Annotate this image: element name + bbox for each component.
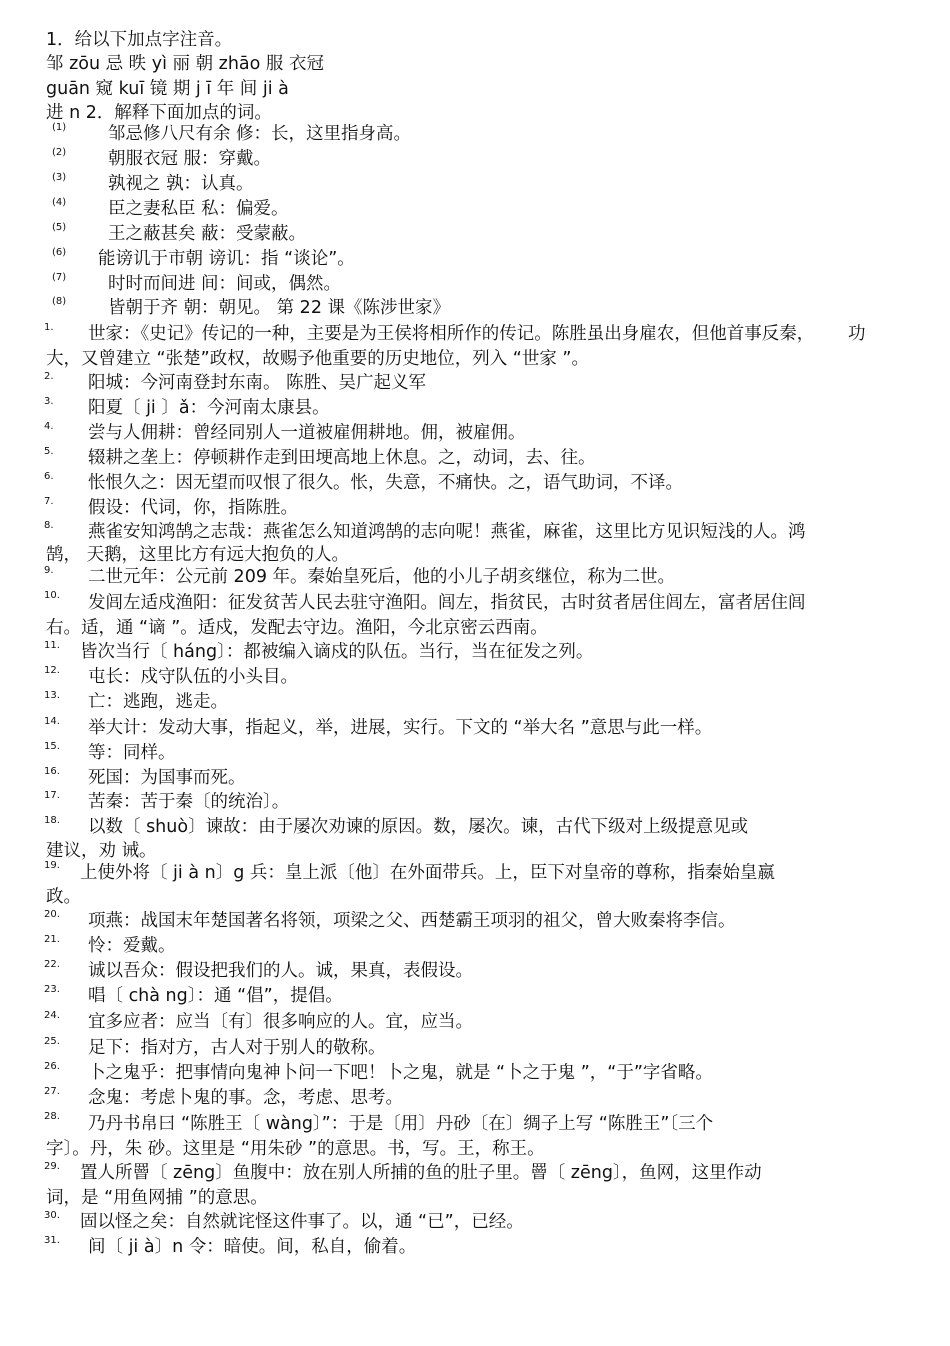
note-text: 唱〔 chà ng〕：通 “倡”，提倡。 — [88, 986, 343, 1006]
item-text: 皆朝于齐 朝：朝见。 第 22 课《陈涉世家》 — [108, 298, 451, 318]
note-number: 28. — [44, 1111, 60, 1122]
note-text-cont: 右。适，通 “谪 ”。适戍，发配去守边。渔阳，今北京密云西南。 — [46, 618, 548, 638]
note-number: 7. — [44, 496, 54, 507]
note-text: 诚以吾众：假设把我们的人。诚，果真，表假设。 — [88, 961, 473, 981]
item-number: (1) — [52, 122, 67, 133]
pinyin-line-1: 邹 zōu 忌 昳 yì 丽 朝 zhāo 服 衣冠 — [46, 54, 324, 74]
heading-pinyin-exercise: 1．给以下加点字注音。 — [46, 30, 233, 50]
note-number: 1. — [44, 322, 54, 333]
note-number: 15. — [44, 741, 60, 752]
note-text: 举大计：发动大事，指起义，举，进展，实行。下文的 “举大名 ”意思与此一样。 — [88, 718, 713, 738]
item-number: (4) — [52, 197, 67, 208]
note-text: 燕雀安知鸿鹄之志哉：燕雀怎么知道鸿鹄的志向呢！燕雀，麻雀，这里比方见识短浅的人。鸿 — [88, 522, 806, 542]
note-number: 18. — [44, 815, 60, 826]
note-text: 世家：《史记》传记的一种，主要是为王侯将相所作的传记。陈胜虽出身雇农，但他首事反秦， — [88, 324, 815, 344]
item-text: 能谤讥于市朝 谤讥：指 “谈论”。 — [98, 249, 355, 269]
note-text: 等：同样。 — [88, 743, 176, 763]
note-text: 尝与人佣耕：曾经同别人一道被雇佣耕地。佣，被雇佣。 — [88, 423, 526, 443]
item-text: 臣之妻私臣 私：偏爱。 — [108, 199, 289, 219]
note-number: 31. — [44, 1235, 60, 1246]
note-number: 6. — [44, 471, 54, 482]
note-text: 固以怪之矣：自然就诧怪这件事了。以，通 “已”，已经。 — [80, 1212, 524, 1232]
item-number: (8) — [52, 296, 67, 307]
note-text: 卜之鬼乎：把事情向鬼神卜问一下吧！卜之鬼，就是 “卜之于鬼 ”，“于”字省略。 — [88, 1063, 713, 1083]
note-text: 项燕：战国末年楚国著名将领，项梁之父、西楚霸王项羽的祖父，曾大败秦将李信。 — [88, 911, 736, 931]
note-number: 24. — [44, 1010, 60, 1021]
note-number: 27. — [44, 1086, 60, 1097]
note-text: 置人所罾〔 zēng〕鱼腹中：放在别人所捕的鱼的肚子里。罾〔 zēng〕，鱼网，这里作动 — [80, 1163, 762, 1183]
item-number: (2) — [52, 147, 67, 158]
note-text-cont: 建议，劝 诫。 — [46, 841, 157, 861]
note-text: 假设：代词，你，指陈胜。 — [88, 498, 298, 518]
item-number: (6) — [52, 247, 67, 258]
item-text: 邹忌修八尺有余 修：长，这里指身高。 — [108, 124, 412, 144]
note-text: 怜：爱戴。 — [88, 936, 176, 956]
note-number: 13. — [44, 690, 60, 701]
heading-explain-words: 进 n 2．解释下面加点的词。 — [46, 103, 272, 123]
note-number: 11. — [44, 640, 60, 651]
note-text-cont: 鹄， 天鹅，这里比方有远大抱负的人。 — [46, 545, 350, 565]
note-number: 23. — [44, 984, 60, 995]
item-number: (7) — [52, 272, 67, 283]
note-number: 4. — [44, 421, 54, 432]
note-number: 26. — [44, 1061, 60, 1072]
note-text: 上使外将〔 ji à n〕g 兵：皇上派〔他〕在外面带兵。上，臣下对皇帝的尊称，指秦始皇嬴 — [80, 863, 775, 883]
note-number: 30. — [44, 1210, 60, 1221]
note-number: 22. — [44, 959, 60, 970]
note-text: 怅恨久之：因无望而叹恨了很久。怅，失意，不痛快。之，语气助词，不译。 — [88, 473, 683, 493]
note-text: 宜多应者：应当〔有〕很多响应的人。宜，应当。 — [88, 1012, 473, 1032]
note-number: 5. — [44, 446, 54, 457]
item-text: 孰视之 孰：认真。 — [108, 174, 254, 194]
note-text: 亡：逃跑，逃走。 — [88, 692, 228, 712]
note-text: 阳夏〔 ji 〕ǎ：今河南太康县。 — [88, 398, 330, 418]
item-number: (3) — [52, 172, 67, 183]
note-number: 25. — [44, 1036, 60, 1047]
note-number: 17. — [44, 790, 60, 801]
item-number: (5) — [52, 222, 67, 233]
note-number: 8. — [44, 520, 54, 531]
note-text: 以数〔 shuò〕谏故：由于屡次劝谏的原因。数，屡次。谏，古代下级对上级提意见或 — [88, 817, 749, 837]
item-text: 王之蔽甚矣 蔽：受蒙蔽。 — [108, 224, 307, 244]
note-text: 皆次当行〔 háng〕：都被编入谪戍的队伍。当行，当在征发之列。 — [80, 642, 594, 662]
note-text-cont: 字〕。丹，朱 砂。这里是 “用朱砂 ”的意思。书，写。王，称王。 — [46, 1139, 545, 1159]
note-text: 乃丹书帛曰 “陈胜王〔 wàng〕”：于是〔用〕丹砂〔在〕绸子上写 “陈胜王”〔三个 — [88, 1114, 714, 1134]
note-text: 辍耕之垄上：停顿耕作走到田埂高地上休息。之，动词，去、往。 — [88, 448, 596, 468]
note-text-cont: 词，是 “用鱼网捕 ”的意思。 — [46, 1188, 268, 1208]
note-text: 屯长：戍守队伍的小头目。 — [88, 667, 298, 687]
pinyin-line-2: guān 窥 kuī 镜 期 j ī 年 间 ji à — [46, 79, 289, 99]
note-text-cont: 政。 — [46, 887, 81, 907]
note-number: 20. — [44, 909, 60, 920]
note-text: 死国：为国事而死。 — [88, 768, 246, 788]
note-text: 功 — [848, 324, 866, 344]
note-number: 10. — [44, 590, 60, 601]
note-text: 间〔 ji à〕n 令：暗使。间，私自，偷着。 — [88, 1237, 417, 1257]
note-text: 二世元年：公元前 209 年。秦始皇死后，他的小儿子胡亥继位，称为二世。 — [88, 567, 676, 587]
note-number: 2. — [44, 371, 54, 382]
item-text: 朝服衣冠 服：穿戴。 — [108, 149, 272, 169]
note-number: 21. — [44, 934, 60, 945]
note-number: 19. — [44, 860, 60, 871]
note-text-cont: 大，又曾建立 “张楚”政权，故赐予他重要的历史地位，列入 “世家 ”。 — [46, 349, 589, 369]
note-text: 念鬼：考虑卜鬼的事。念，考虑、思考。 — [88, 1088, 403, 1108]
note-text: 足下：指对方，古人对于别人的敬称。 — [88, 1038, 386, 1058]
note-number: 16. — [44, 766, 60, 777]
note-text: 发闾左适戍渔阳：征发贫苦人民去驻守渔阳。闾左，指贫民，古时贫者居住闾左，富者居住闾 — [88, 593, 806, 613]
note-number: 12. — [44, 665, 60, 676]
note-number: 9. — [44, 565, 54, 576]
note-number: 3. — [44, 396, 54, 407]
note-number: 14. — [44, 716, 60, 727]
note-text: 阳城：今河南登封东南。 陈胜、吴广起义军 — [88, 373, 427, 393]
item-text: 时时而间进 间：间或，偶然。 — [108, 274, 342, 294]
note-number: 29. — [44, 1161, 60, 1172]
note-text: 苦秦：苦于秦〔的统治〕。 — [88, 792, 290, 812]
